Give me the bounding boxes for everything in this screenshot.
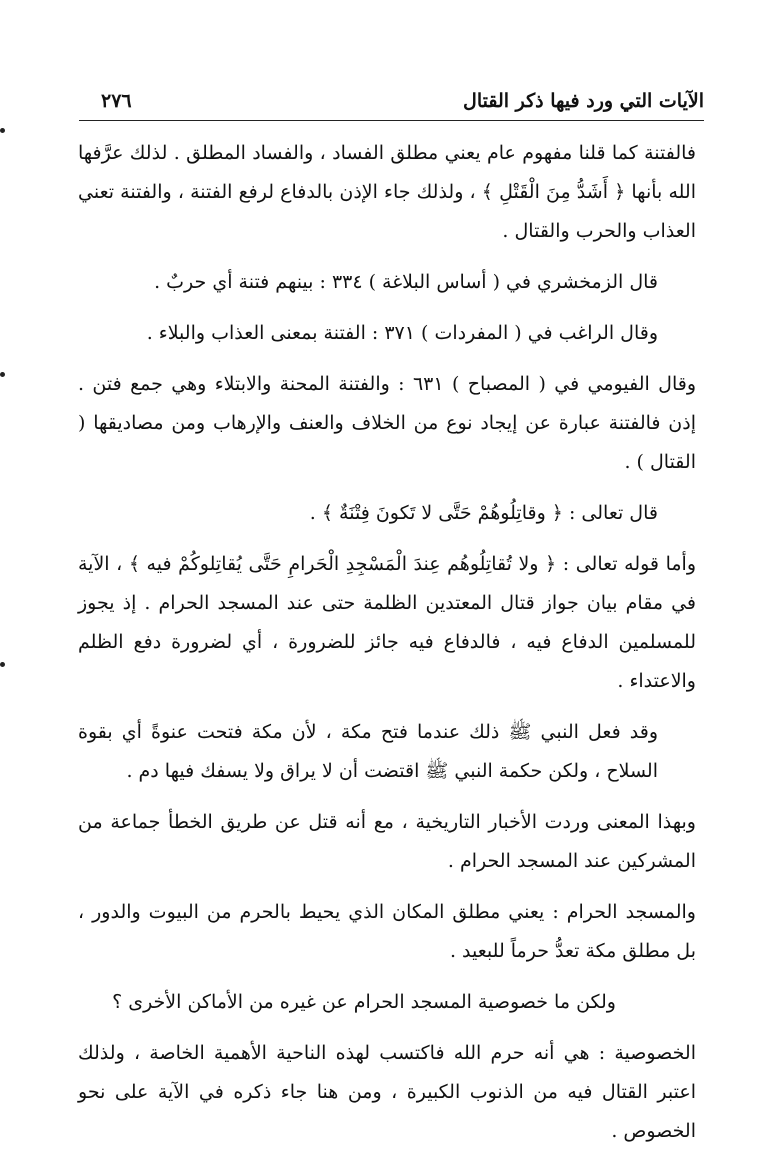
body-text	[78, 134, 696, 1163]
paragraph-raghib: وقال الراغب في ( المفردات ) ٣٧١ : الفتنة بمعنى العذاب والبلاء .	[146, 322, 658, 344]
paragraph-masjid-meaning: والمسجد الحرام : يعني مطلق المكان الذي يحيط بالحرم من البيوت والدور ، بل مطلق مكة تعدُّ حرماً للبعيد .	[78, 901, 696, 962]
page-header	[79, 84, 704, 121]
paragraph-prophet-mecca: وقد فعل النبي ﷺ ذلك عندما فتح مكة ، لأن مكة فتحت عنوةً أي بقوة السلاح ، ولكن حكمة النبي ﷺ اقتضت أن لا يراق ولا يسفك فيها دم .	[78, 721, 658, 782]
paragraph-verse-quote: قال تعالى : ﴿ وقاتِلُوهُمْ حَتَّى لا تَكونَ فِتْنَةٌ ﴾ .	[309, 502, 658, 524]
paragraph-zamakhshari: قال الزمخشري في ( أساس البلاغة ) ٣٣٤ : بينهم فتنة أي حربٌ .	[154, 271, 658, 293]
paragraph-specificity: الخصوصية : هي أنه حرم الله فاكتسب لهذه الناحية الأهمية الخاصة ، ولذلك اعتبر القتال فيه من الذنوب الكبيرة ، ومن هنا جاء ذكره في الآية على نحو الخصوص .	[78, 1042, 696, 1142]
paragraph-historical-reports: وبهذا المعنى وردت الأخبار التاريخية ، مع أنه قتل عن طريق الخطأ جماعة من المشركين عند المسجد الحرام .	[78, 811, 696, 872]
margin-dot	[0, 128, 5, 133]
margin-dot	[0, 372, 5, 377]
margin-dot	[0, 662, 5, 667]
paragraph-question: ولكن ما خصوصية المسجد الحرام عن غيره من الأماكن الأخرى ؟	[112, 991, 616, 1013]
paragraph-fayyumi: وقال الفيومي في ( المصباح ) ٦٣١ : والفتنة المحنة والابتلاء وهي جمع فتن . إذن فالفتنة عبارة عن إيجاد نوع من الخلاف والعنف والإرهاب ومن مصاديقها ( القتال ) .	[78, 373, 696, 473]
page-number: ٢٧٦	[101, 90, 132, 112]
paragraph-masjid-verse: وأما قوله تعالى : ﴿ ولا تُقاتِلُوهُم عِندَ الْمَسْجِدِ الْحَرامِ حَتَّى يُقاتِلوكُمْ فيه ﴾ ، الآية في مقام بيان جواز قتال المعتدين الظلمة حتى عند المسجد الحرام . إذ يجوز للمسلمين الدفاع فيه ، فالدفاع فيه جائز للضرورة ، أي لضرورة دفع الظلم والاعتداء .	[78, 553, 696, 692]
running-title: الآيات التي ورد فيها ذكر القتال	[463, 90, 704, 112]
paragraph-fitna-definition: فالفتنة كما قلنا مفهوم عام يعني مطلق الفساد ، والفساد المطلق . لذلك عرَّفها الله بأنها ﴿ أَشَدُّ مِنَ الْقَتْلِ ﴾ ، ولذلك جاء الإذن بالدفاع لرفع الفتنة ، والفتنة تعني العذاب والحرب والقتال .	[78, 142, 696, 242]
